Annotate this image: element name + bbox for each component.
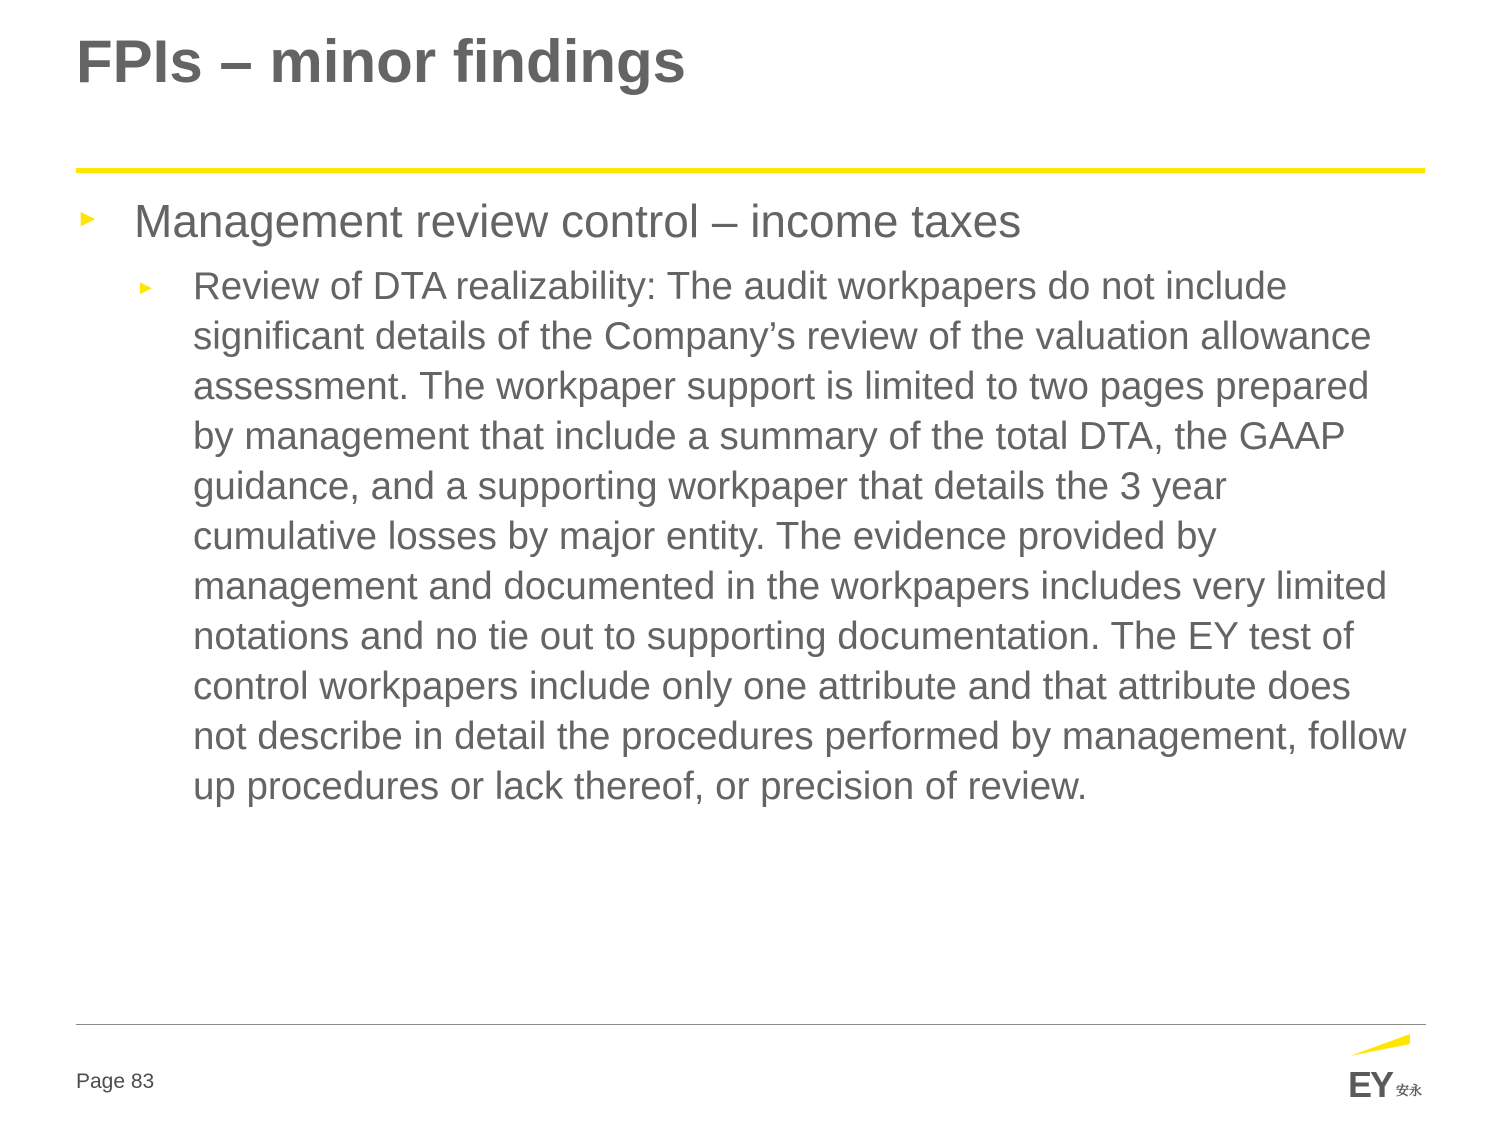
title-divider <box>76 168 1425 173</box>
slide-title: FPIs – minor findings <box>76 28 687 95</box>
bullet-text: Management review control – income taxes <box>134 195 1022 247</box>
ey-logo-text: EY <box>1348 1064 1393 1100</box>
triangle-bullet-icon: ► <box>76 205 100 232</box>
triangle-bullet-icon: ► <box>136 277 156 299</box>
sub-bullet-text: Review of DTA realizability: The audit workpapers do not include significant details of the Company’s review of the valuation allowance assessment. The workpaper support is limited to two pages prepared by management that include a summary of the total DTA, the GAAP guidance, and a supporting workpaper that details the 3 year cumulative losses by major entity. The evidence provided by management and documented in the workpapers includes very limited notations and no tie out to supporting documentation. The EY test of control workpapers include only one attribute and that attribute does not describe in detail the procedures performed by management, follow up procedures or lack thereof, or precision of review. <box>193 265 1407 808</box>
ey-logo-chinese-text: 安永 <box>1396 1084 1423 1099</box>
ey-beam-icon <box>1350 1034 1410 1056</box>
page-number: Page 83 <box>76 1070 155 1093</box>
footer-divider <box>76 1024 1426 1025</box>
ey-logo <box>1346 1034 1428 1100</box>
